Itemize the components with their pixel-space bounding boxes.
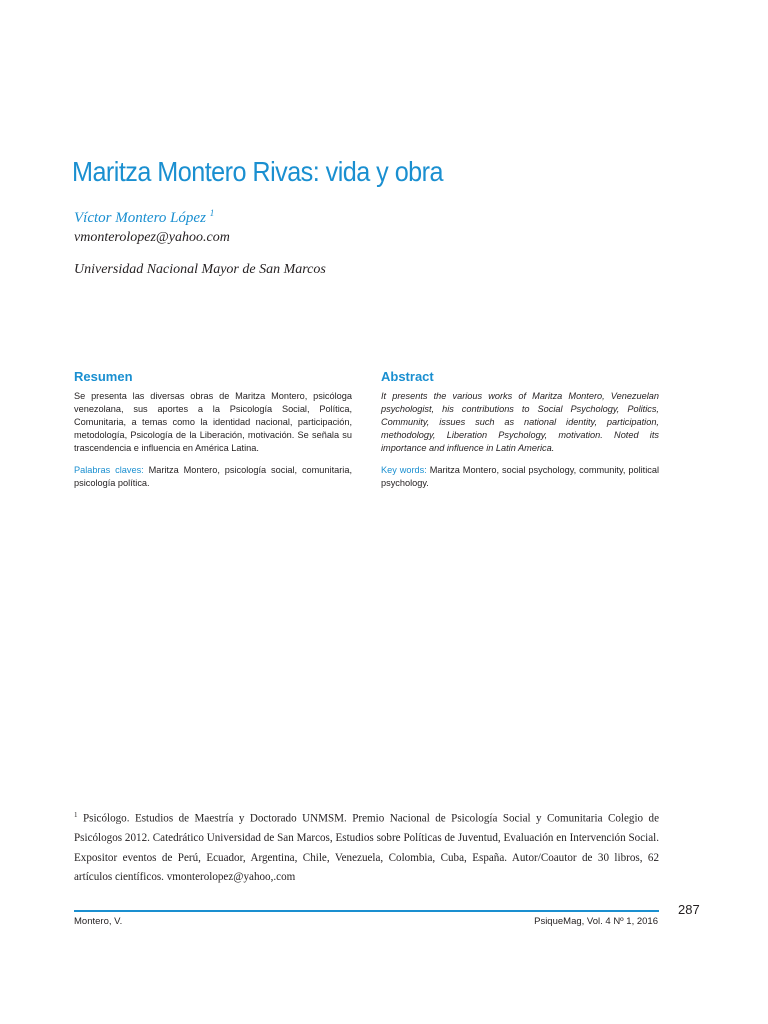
author-email: vmonterolopez@yahoo.com xyxy=(74,230,230,245)
author-name-text: Víctor Montero López xyxy=(74,210,206,226)
abstract-section xyxy=(381,368,659,490)
resumen-heading: Resumen xyxy=(74,369,133,384)
abstract-keywords-text: Maritza Montero, social psychology, community, political psychology. xyxy=(381,465,660,488)
author-footnote-mark: 1 xyxy=(209,208,215,218)
abstract-keywords xyxy=(381,464,659,490)
footnote-mark: 1 xyxy=(74,811,78,819)
resumen-keywords-label: Palabras claves: xyxy=(74,465,144,475)
footer-divider xyxy=(74,910,659,912)
resumen-section xyxy=(74,368,352,490)
article-title: Maritza Montero Rivas: vida y obra xyxy=(72,156,443,187)
resumen-keywords-text: Maritza Montero, psicología social, comunitaria, psicología política. xyxy=(74,465,352,488)
abstract-keywords-label: Key words: xyxy=(381,465,427,475)
footer-author: Montero, V. xyxy=(74,916,123,927)
abstract-heading: Abstract xyxy=(381,369,434,384)
footnote xyxy=(74,806,659,888)
author-affiliation: Universidad Nacional Mayor de San Marcos xyxy=(74,262,326,277)
resumen-text: Se presenta las diversas obras de Maritza Montero, psicóloga venezolana, sus aportes a la Psicología Social, Política, Comunitaria, a temas como la identidad nacional, participación, metodología, Psicología de la Liberación, motivación. Se señala su trascendencia e influencia en América Latina. xyxy=(74,391,352,453)
resumen-keywords xyxy=(74,464,352,490)
abstract-text: It presents the various works of Maritza Montero, Venezuelan psychologist, his contributions to Social Psychology, Politics, Community, issues such as national identity, participation, methodology, Liberation Psychology, motivation. Noted its importance and influence in Latin America. xyxy=(381,391,659,453)
footer-journal: PsiqueMag, Vol. 4 Nº 1, 2016 xyxy=(534,916,658,927)
page-number: 287 xyxy=(678,902,700,917)
author-name xyxy=(74,208,214,227)
footnote-text: Psicólogo. Estudios de Maestría y Doctorado UNMSM. Premio Nacional de Psicología Social y Comunitaria Colegio de Psicólogos 2012. Catedrático Universidad de San Marcos, Estudios sobre Políticas de Juventud, Evaluación en Intervención Social. Expositor eventos de Perú, Ecuador, Argentina, Chile, Venezuela, Colombia, Cuba, España. Autor/Coautor de 30 libros, 62 artículos científicos. vmonterolopez@yahoo,.com xyxy=(74,812,659,884)
